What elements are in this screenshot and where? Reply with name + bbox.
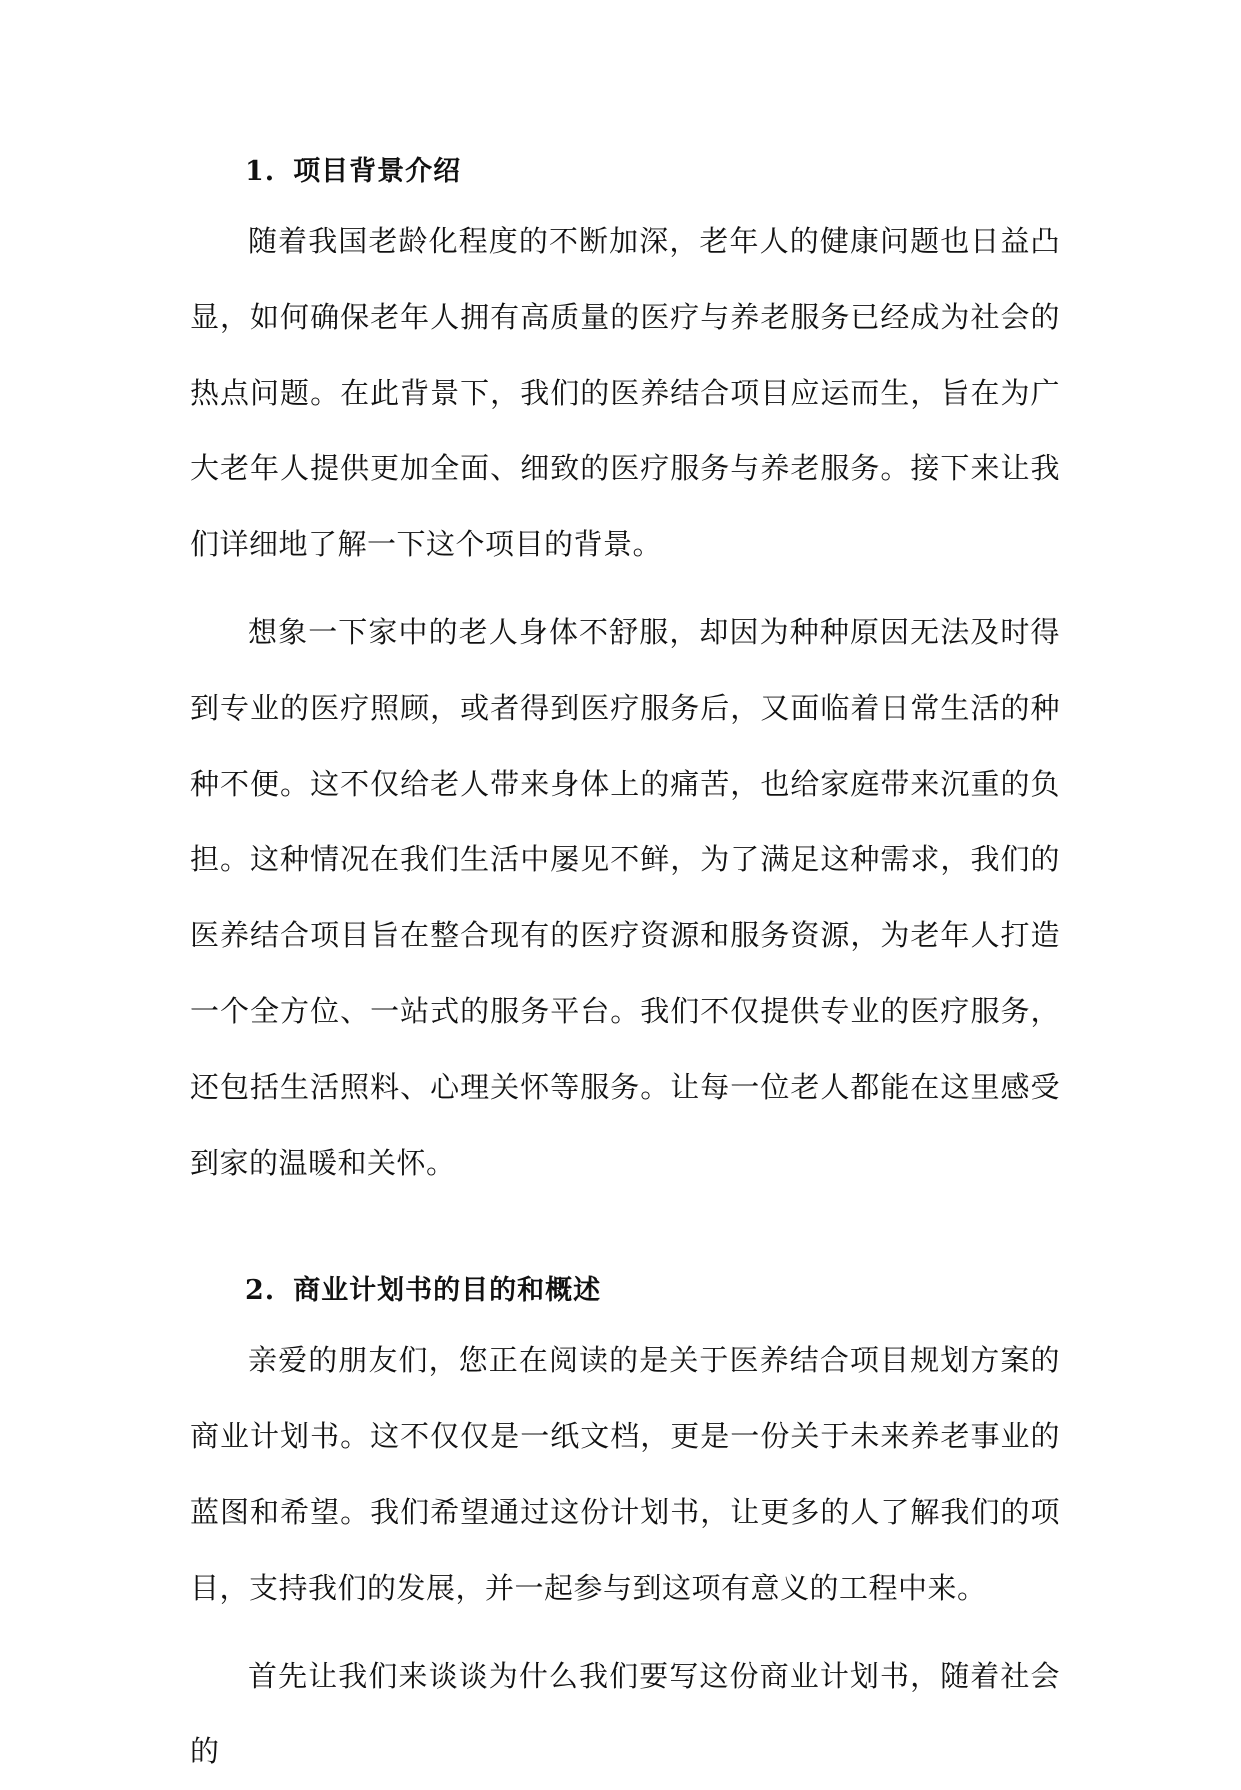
section-heading-2 <box>190 1259 1060 1323</box>
paragraph: 随着我国老龄化程度的不断加深，老年人的健康问题也日益凸显，如何确保老年人拥有高质量的医疗与养老服务已经成为社会的热点问题。在此背景下，我们的医养结合项目应运而生，旨在为广大老年人提供更加全面、细致的医疗服务与养老服务。接下来让我们详细地了解一下这个项目的背景。 <box>190 224 1060 562</box>
paragraph-spacer <box>190 1627 1060 1639</box>
paragraph: 亲爱的朋友们，您正在阅读的是关于医养结合项目规划方案的商业计划书。这不仅仅是一纸文档，更是一份关于未来养老事业的蓝图和希望。我们希望通过这份计划书，让更多的人了解我们的项目，支持我们的发展，并一起参与到这项有意义的工程中来。 <box>190 1343 1060 1605</box>
document-body <box>190 140 1060 1790</box>
section-title: 商业计划书的目的和概述 <box>293 1275 602 1307</box>
section-number: 1. <box>245 156 276 187</box>
section-heading-1 <box>190 140 1060 204</box>
paragraph-spacer <box>190 583 1060 595</box>
section-number: 2. <box>245 1275 276 1307</box>
paragraph: 首先让我们来谈谈为什么我们要写这份商业计划书，随着社会的 <box>190 1658 1060 1769</box>
section-title: 项目背景介绍 <box>293 156 462 187</box>
paragraph: 想象一下家中的老人身体不舒服，却因为种种原因无法及时得到专业的医疗照顾，或者得到医疗服务后，又面临着日常生活的种种不便。这不仅给老人带来身体上的痛苦，也给家庭带来沉重的负担。这种情况在我们生活中屡见不鲜，为了满足这种需求，我们的医养结合项目旨在整合现有的医疗资源和服务资源，为老年人打造一个全方位、一站式的服务平台。我们不仅提供专业的医疗服务，还包括生活照料、心理关怀等服务。让每一位老人都能在这里感受到家的温暖和关怀。 <box>190 614 1060 1180</box>
section-spacer <box>190 1201 1060 1259</box>
